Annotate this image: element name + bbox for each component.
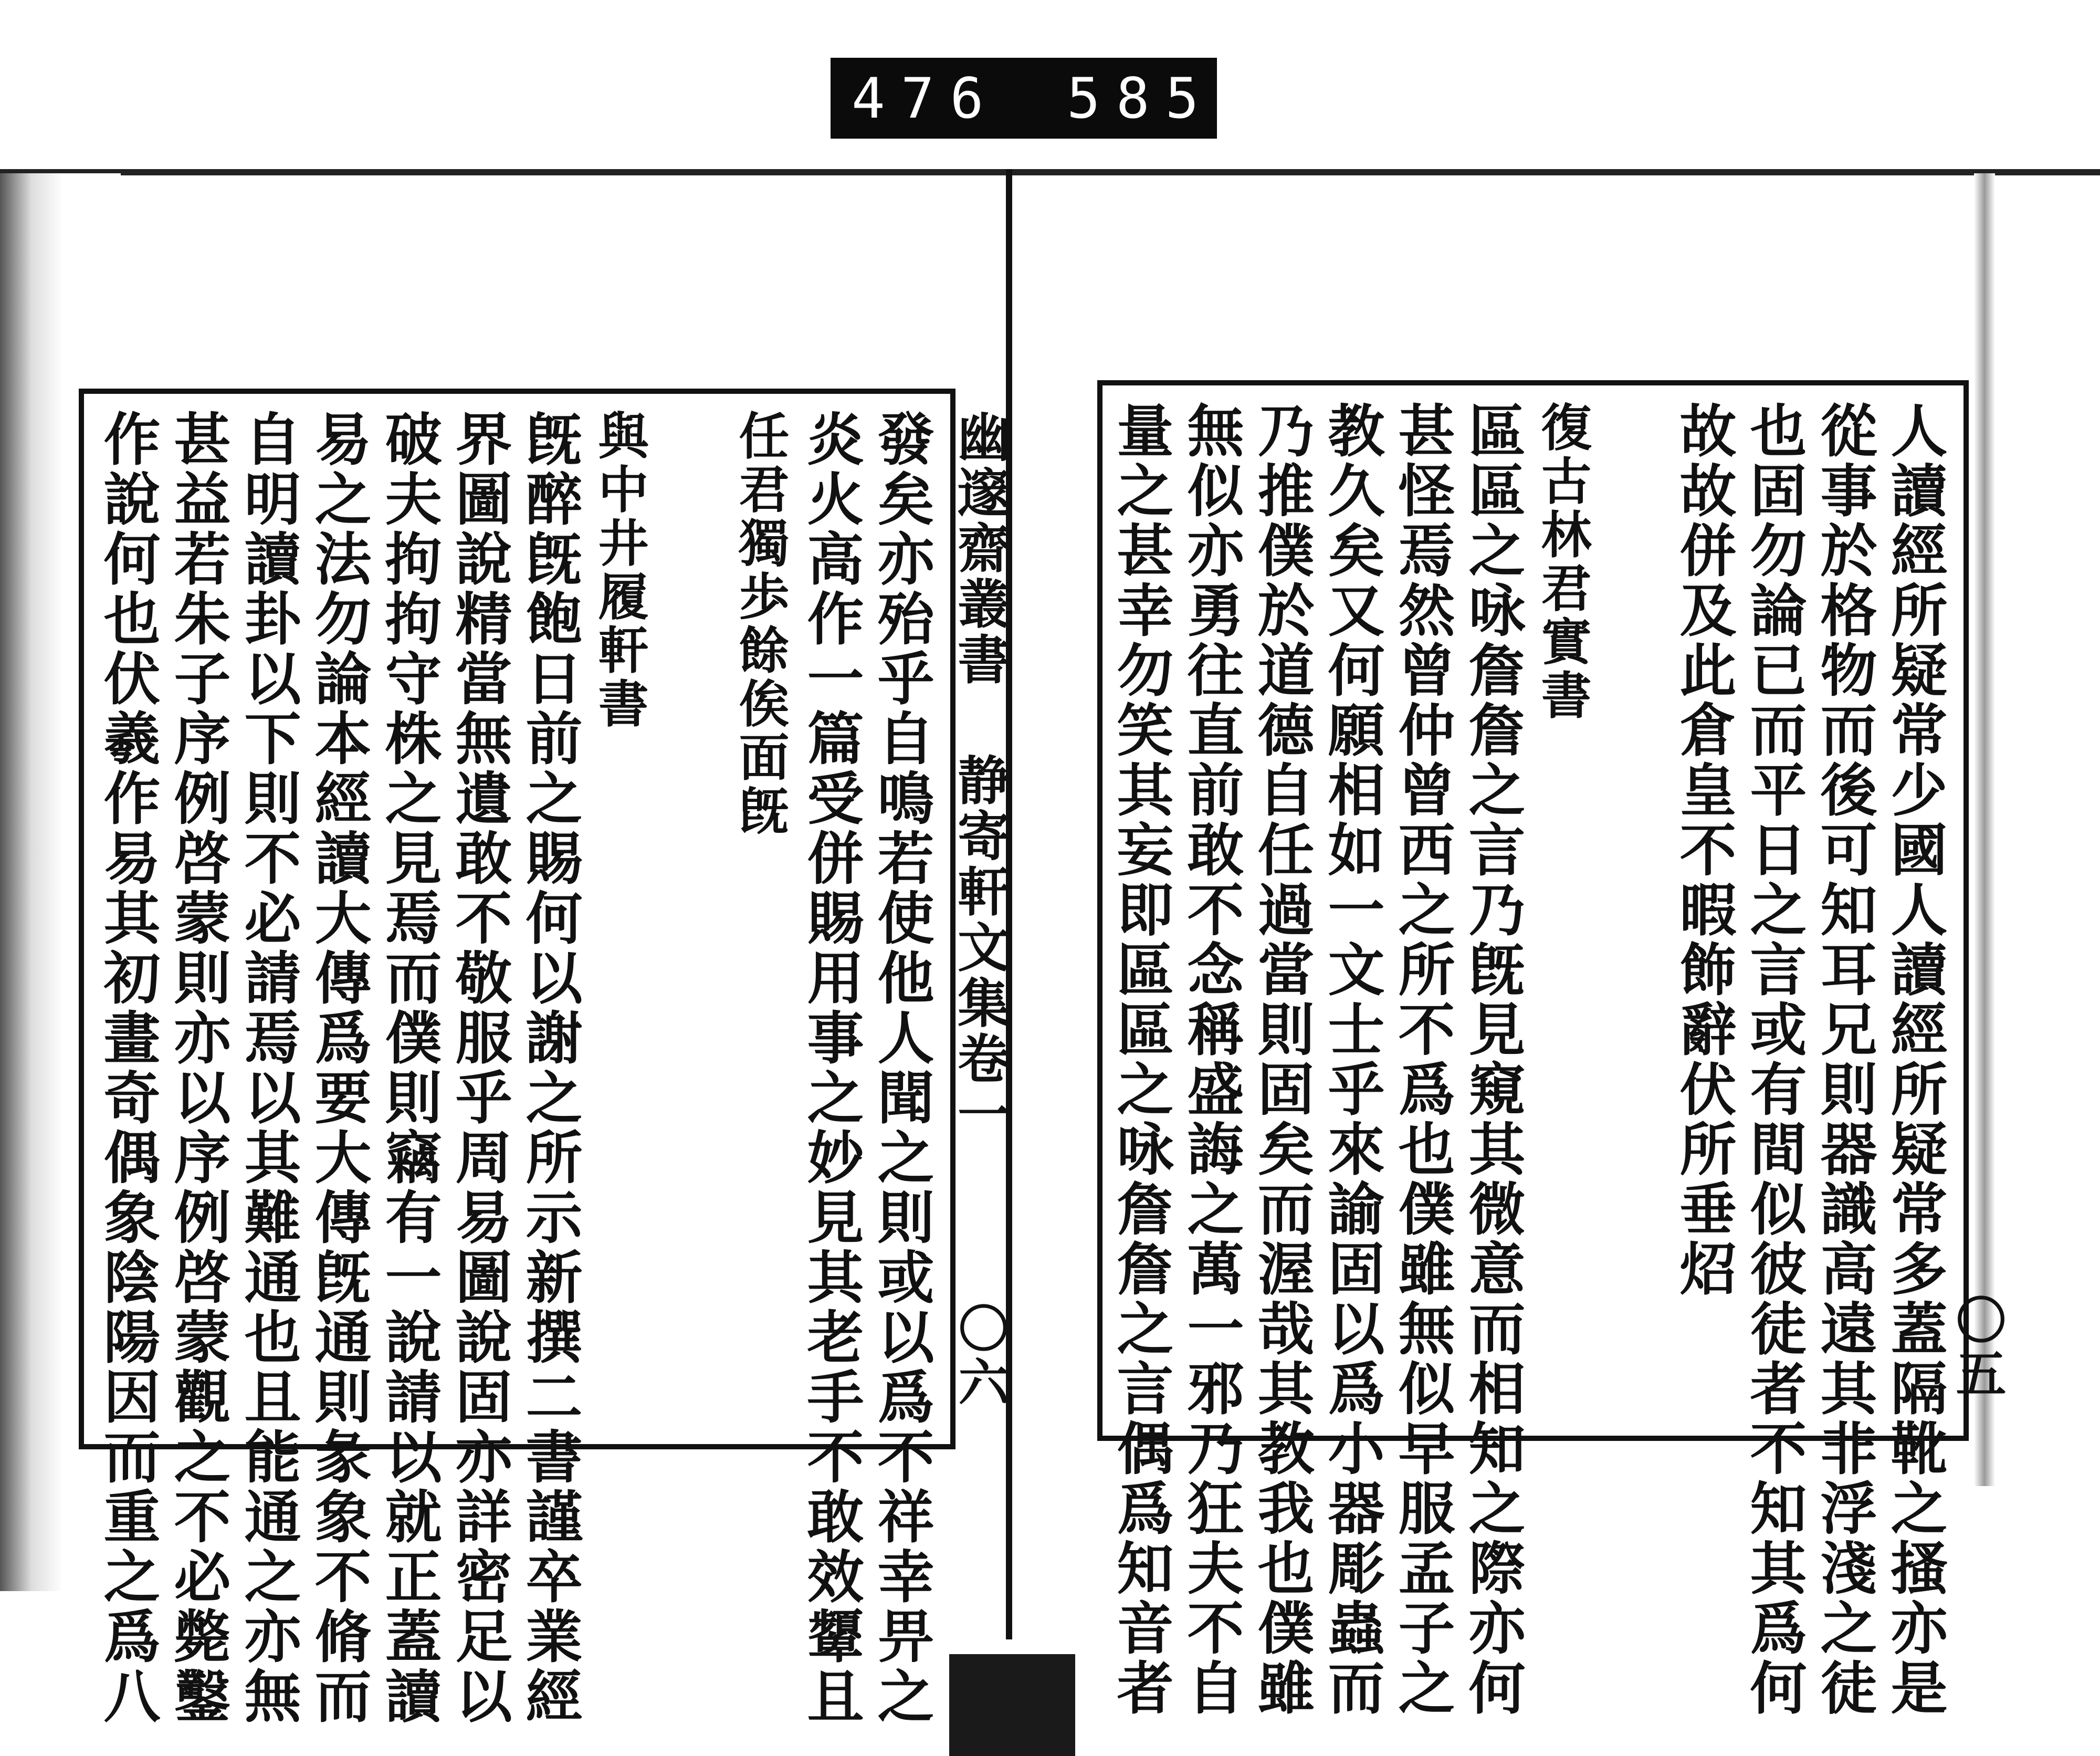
right-page-column: 乃推僕於道德自任過當則固矣而渥哉其教我也僕雖	[1248, 401, 1314, 1718]
frame-number-left: 476	[852, 66, 1000, 131]
left-page-column: 與中井履軒書	[590, 410, 649, 731]
left-page-column: 發矣亦殆乎自鳴若使他人聞之則或以爲不祥幸畀之	[868, 410, 934, 1727]
left-page-column: 旣醉旣飽日前之賜何以謝之所示新撰二書謹卒業經	[516, 410, 582, 1727]
left-page-column: 破夫拘拘守株之見焉而僕則竊有一說請以就正蓋讀	[375, 410, 442, 1727]
right-page-column: 量之甚幸勿笑其妄即區區之咏詹詹之言偶爲知音者	[1107, 401, 1173, 1718]
left-page-text	[94, 410, 1011, 1727]
right-page-column: 甚怪焉然曾仲曾西之所不爲也僕雖無似早服孟子之	[1389, 401, 1455, 1718]
left-page-frame	[79, 389, 1011, 1727]
left-page-column: 界圖說精當無遺敢不敬服乎周易圖說固亦詳密足以	[446, 410, 512, 1727]
frame-number-right: 585	[1067, 66, 1215, 131]
left-page-column: 易之法勿論本經讀大傳爲要大傳旣通則彖象不脩而	[305, 410, 371, 1727]
right-page-column: 無似亦勇往直前敢不念稱盛誨之萬一邪乃狂夫不自	[1178, 401, 1244, 1718]
left-page-column: 任君獨歩餘俟面旣	[731, 410, 790, 838]
right-page-column: 教久矣又何願相如一文士乎來諭固以爲小器彫蟲而	[1318, 401, 1384, 1718]
right-page-column: 從事於格物而後可知耳兄則器識高遠其非浮淺之徒	[1811, 401, 1877, 1718]
left-margin-head: 幽邃齋叢書 静寄軒文集卷一	[949, 410, 1011, 1143]
right-page-text	[1107, 401, 2007, 1718]
right-page-column: 區區之咏詹詹之言乃旣見窺其微意而相知之際亦何	[1459, 401, 1525, 1718]
right-page-column: 人讀經所疑常少國人讀經所疑常多蓋隔靴之搔亦是	[1881, 401, 1947, 1718]
right-folio: 〇五	[1948, 1294, 2007, 1401]
book-top-edge	[0, 169, 2100, 175]
right-page-column: 也固勿論已而平日之言或有間似彼徒者不知其爲何	[1740, 401, 1807, 1718]
spine-clamp	[949, 1654, 1075, 1756]
left-page-column: 炎火高作一篇受併賜用事之妙見其老手不敢效顰且	[797, 410, 864, 1727]
left-page-column: 作說何也伏羲作易其初畫奇偶象陰陽因而重之爲八	[94, 410, 160, 1727]
left-page-column: 自明讀卦以下則不必請焉以其難通也且能通之亦無	[235, 410, 301, 1727]
right-leaf-edge	[1974, 173, 1995, 1486]
left-folio: 〇六	[950, 1302, 1010, 1409]
right-page-frame	[1097, 380, 2007, 1718]
left-page-column: 甚益若朱子序例啓蒙則亦以序例啓蒙觀之不必斃鑿	[164, 410, 230, 1727]
right-page-column: 故故併及此倉皇不暇飾辭伏所垂炤	[1670, 401, 1736, 1299]
right-page-column: 復古林君實書	[1533, 401, 1592, 723]
microfilm-frame-label	[831, 58, 1217, 139]
